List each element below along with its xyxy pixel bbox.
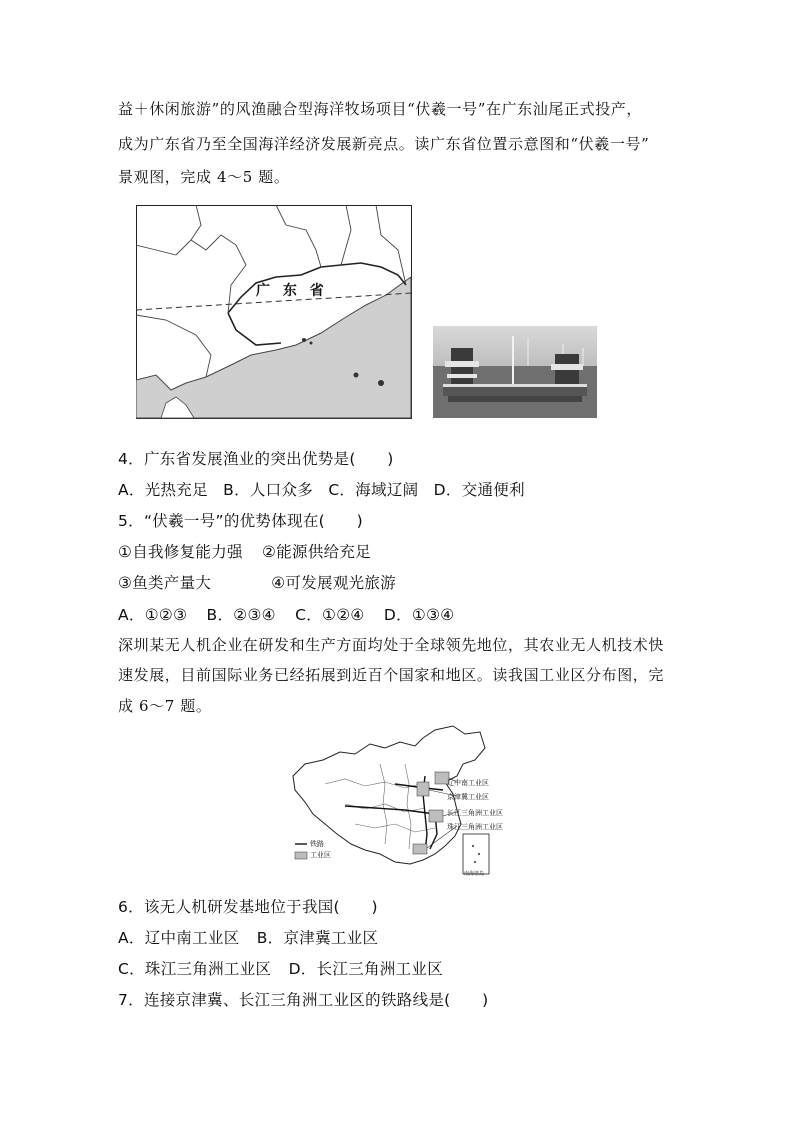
q7-stem: 7．连接京津冀、长江三角洲工业区的铁路线是( ) [118, 991, 489, 1009]
fuxi-photo [433, 326, 597, 418]
q4-options [118, 478, 525, 500]
q6-options-row2 [118, 957, 443, 979]
inset-label: 南海诸岛 [464, 871, 485, 877]
q4-option-a[interactable]: A．光热充足 [118, 481, 208, 499]
q4-option-d[interactable]: D．交通便利 [433, 481, 525, 499]
q5-items-row1 [118, 540, 371, 562]
label-pearl-delta: 珠江三角洲工业区 [447, 823, 503, 831]
label-liaozhongnan: 辽中南工业区 [447, 779, 489, 787]
q5-options [118, 603, 454, 625]
q4-option-b[interactable]: B．人口众多 [223, 481, 314, 499]
guangdong-map [136, 205, 412, 419]
passage1-line2: 成为广东省乃至全国海洋经济发展新亮点。读广东省位置示意图和“伏羲一号” [118, 135, 650, 153]
province-label: 广 东 省 [256, 283, 328, 299]
q4-stem: 4．广东省发展渔业的突出优势是( ) [118, 450, 394, 468]
passage1-line1: 益＋休闲旅游”的风渔融合型海洋牧场项目“伏羲一号”在广东汕尾正式投产， [118, 100, 643, 118]
q5-option-d[interactable]: D．①③④ [383, 606, 455, 624]
q4-option-c[interactable]: C．海域辽阔 [328, 481, 419, 499]
label-jingjinji: 京津冀工业区 [447, 793, 489, 801]
passage2-line2: 速发展，目前国际业务已经拓展到近百个国家和地区。读我国工业区分布图，完 [118, 666, 665, 684]
q6-option-a[interactable]: A．辽中南工业区 [118, 929, 240, 947]
q6-option-c[interactable]: C．珠江三角洲工业区 [118, 960, 272, 978]
q5-option-c[interactable]: C．①②④ [295, 606, 365, 624]
q5-option-b[interactable]: B．②③④ [206, 606, 276, 624]
q5-item-1: ①自我修复能力强 [118, 543, 243, 561]
passage2-line1: 深圳某无人机企业在研发和生产方面均处于全球领先地位，其农业无人机技术快 [118, 636, 665, 654]
q5-stem: 5．“伏羲一号”的优势体现在( ) [118, 512, 363, 530]
q5-items-row2 [118, 571, 396, 593]
q5-item-4: ④可发展观光旅游 [271, 574, 397, 592]
q5-item-2: ②能源供给充足 [262, 543, 372, 561]
label-yangtze-delta: 长江三角洲工业区 [447, 809, 503, 817]
q6-options-row1 [118, 926, 378, 948]
china-industry-map [285, 724, 517, 880]
q5-item-3: ③鱼类产量大 [118, 574, 212, 592]
legend-industrial-zone: 工业区 [310, 851, 331, 859]
q6-stem: 6．该无人机研发基地位于我国( ) [118, 898, 378, 916]
legend-railway: 铁路 [310, 840, 324, 848]
passage2-line3: 成 6～7 题。 [118, 697, 212, 715]
q6-option-b[interactable]: B．京津冀工业区 [256, 929, 379, 947]
passage1-line3: 景观图，完成 4～5 题。 [118, 168, 290, 186]
q6-option-d[interactable]: D．长江三角洲工业区 [288, 960, 443, 978]
q5-option-a[interactable]: A．①②③ [118, 606, 188, 624]
